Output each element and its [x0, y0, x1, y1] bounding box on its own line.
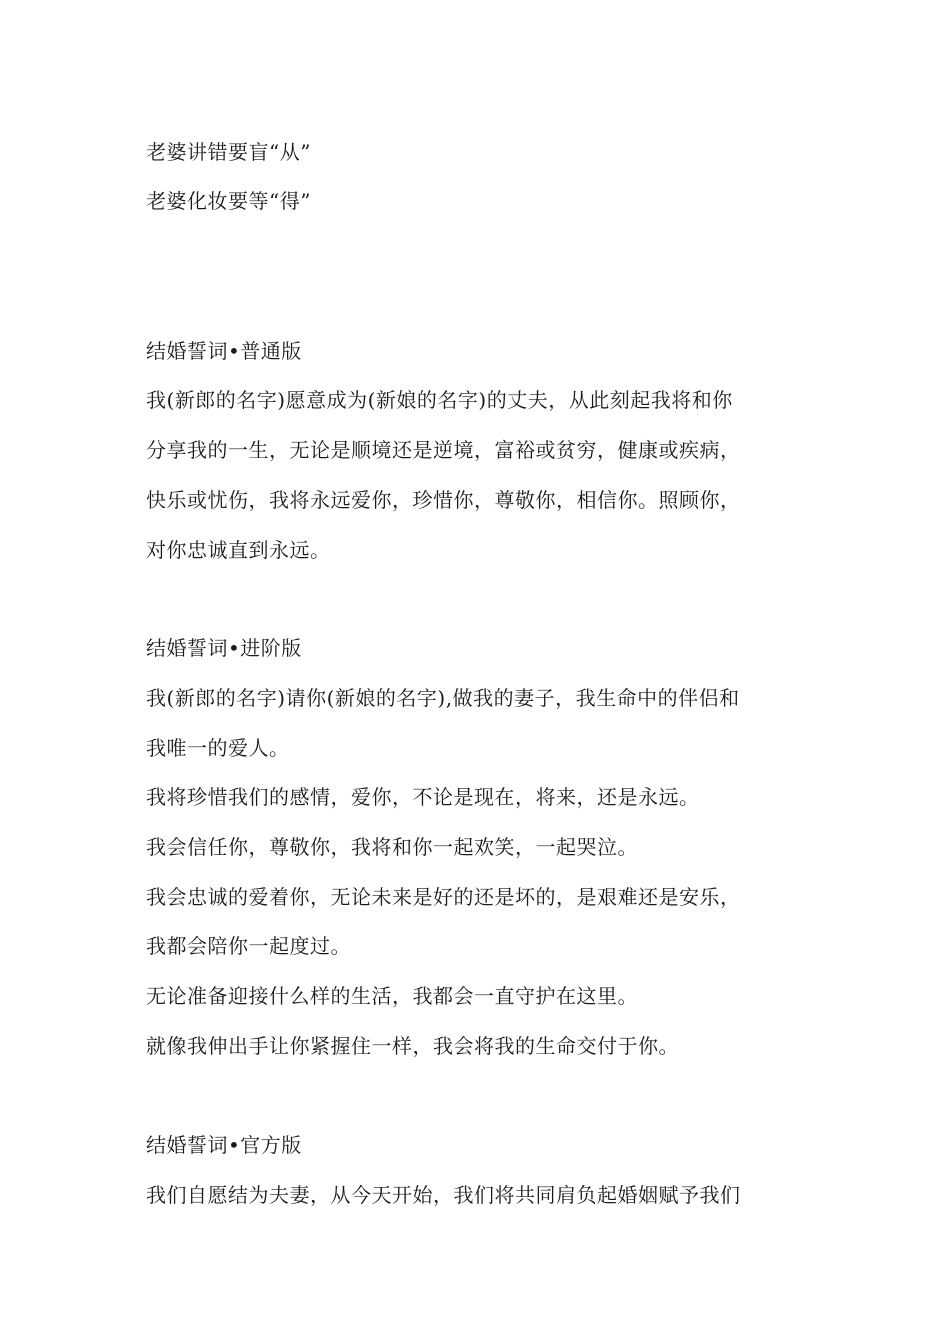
paragraph-line: 我将珍惜我们的感情，爱你，不论是现在，将来，还是永远。: [146, 785, 700, 809]
intro-line-2: 老婆化妆要等“得”: [146, 189, 311, 213]
section-heading-regular: 结婚誓词•普通版: [146, 339, 302, 363]
intro-line-1: 老婆讲错要盲“从”: [146, 140, 311, 164]
paragraph-line: 就像我伸出手让你紧握住一样，我会将我的生命交付于你。: [146, 1034, 679, 1058]
paragraph-line: 我(新郎的名字)愿意成为(新娘的名字)的丈夫，从此刻起我将和你: [146, 388, 733, 412]
paragraph-line: 我都会陪你一起度过。: [146, 934, 351, 958]
paragraph-line: 我会信任你，尊敬你，我将和你一起欢笑，一起哭泣。: [146, 835, 638, 859]
section-heading-official: 结婚誓词•官方版: [146, 1133, 302, 1157]
paragraph-line: 对你忠诚直到永远。: [146, 538, 331, 562]
paragraph-line: 分享我的一生，无论是顺境还是逆境，富裕或贫穷，健康或疾病，: [146, 438, 741, 462]
paragraph-line: 快乐或忧伤，我将永远爱你，珍惜你，尊敬你，相信你。照顾你，: [146, 488, 741, 512]
paragraph-line: 无论准备迎接什么样的生活，我都会一直守护在这里。: [146, 984, 638, 1008]
section-heading-advanced: 结婚誓词•进阶版: [146, 636, 302, 660]
paragraph-line: 我会忠诚的爱着你，无论未来是好的还是坏的，是艰难还是安乐，: [146, 885, 741, 909]
paragraph-line: 我们自愿结为夫妻，从今天开始，我们将共同肩负起婚姻赋予我们: [146, 1183, 741, 1207]
paragraph-line: 我(新郎的名字)请你(新娘的名字),做我的妻子，我生命中的伴侣和: [146, 686, 740, 710]
paragraph-line: 我唯一的爱人。: [146, 736, 290, 760]
